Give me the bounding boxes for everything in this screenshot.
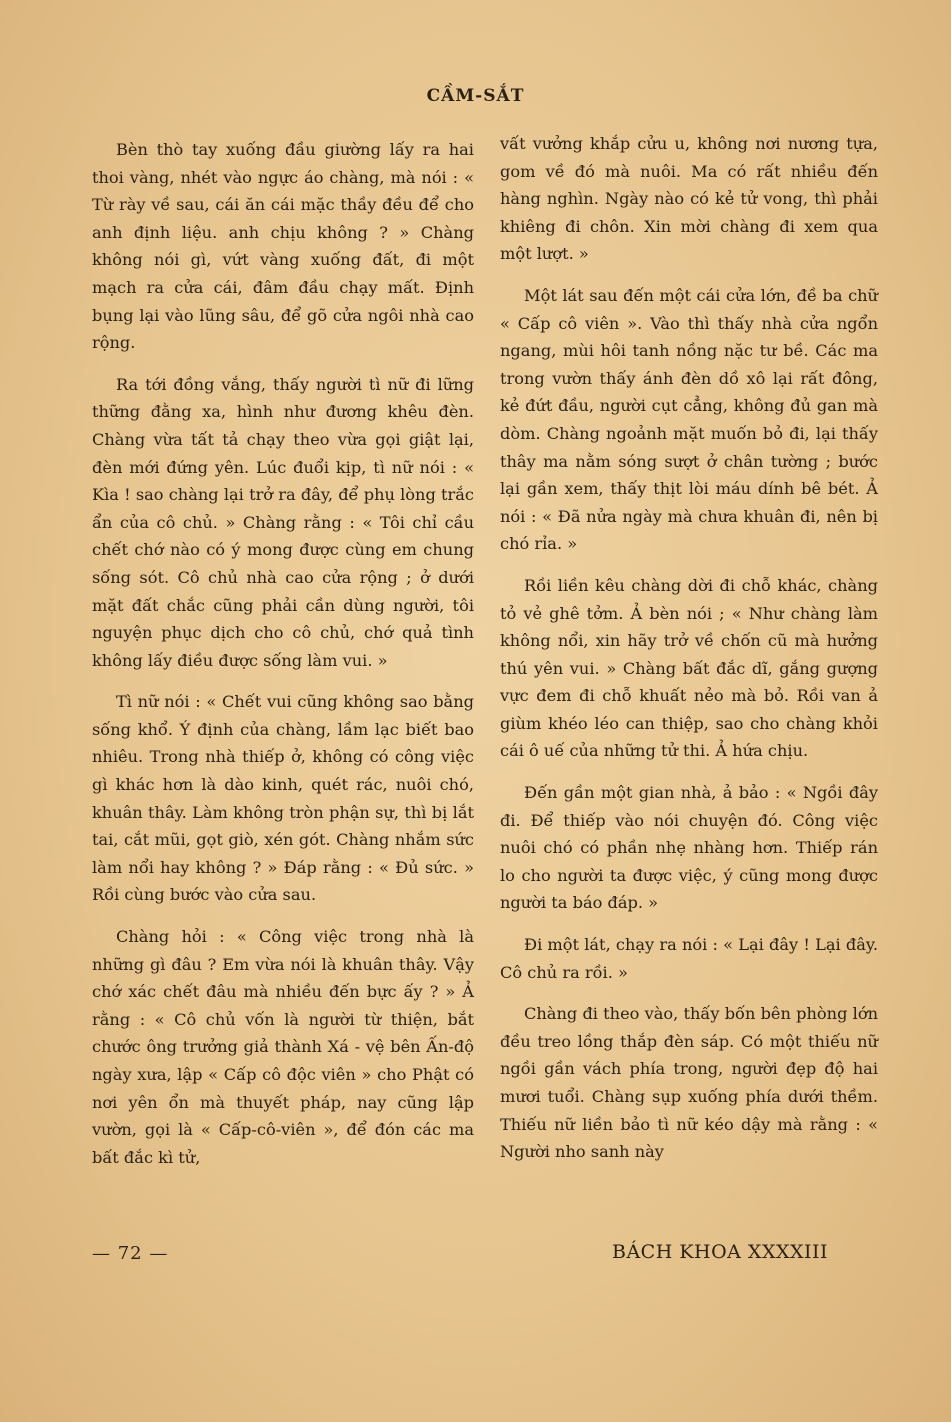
- paragraph: Tì nữ nói : « Chết vui cũng không sao bằng sống khổ. Ý định của chàng, lầm lạc biết bao nhiêu. Trong nhà thiếp ở, không có công việc gì khác hơn là dào kinh, quét rác, nuôi chó, khuân thây. Làm không tròn phận sự, thì bị lắt tai, cắt mũi, gọt giò, xén gót. Chàng nhắm sức làm nổi hay không ? » Đáp rằng : « Đủ sức. » Rồi cùng bước vào cửa sau.: [92, 692, 474, 905]
- paragraph: Chàng hỏi : « Công việc trong nhà là những gì đâu ? Em vừa nói là khuân thây. Vậy chớ xác chết đâu mà nhiều đến bực ấy ? » Ả rằng : « Cô chủ vốn là người từ thiện, bắt chước ông trưởng giả thành Xá - vệ bên Ấn-độ ngày xưa, lập « Cấp cô độc viên » cho Phật có nơi yên ổn mà thuyết pháp, nay cũng lập vườn, gọi là « Cấp-cô-viên », để đón các ma bất đắc kì tử,: [92, 927, 474, 1167]
- paragraph: Một lát sau đến một cái cửa lớn, đề ba chữ « Cấp cô viên ». Vào thì thấy nhà cửa ngổn ngang, mùi hôi tanh nồng nặc tư bề. Các ma trong vườn thấy ánh đèn dồ xô lại rất đông, kẻ đứt đầu, người cụt cẳng, không đủ gan mà dòm. Chàng ngoảnh mặt muốn bỏ đi, lại thấy thây ma nằm sóng sượt ở chân tường ; bước lại gần xem, thấy thịt lòi máu dính bê bét. Ả nói : « Đã nửa ngày mà chưa khuân đi, nên bị chó rỉa. »: [500, 285, 878, 554]
- right-column: [500, 130, 878, 1180]
- paragraph: Đến gần một gian nhà, ả bảo : « Ngồi đây đi. Để thiếp vào nói chuyện đó. Công việc nuôi chó có phần nhẹ nhàng hơn. Thiếp rán lo cho người ta được việc, ý cũng mong được người ta báo đáp. »: [500, 783, 878, 913]
- paragraph: Chàng đi theo vào, thấy bốn bên phòng lớn đều treo lồng thắp đèn sáp. Có một thiếu nữ ngồi gần vách phía trong, người đẹp độ hai mươi tuổi. Chàng sụp xuống phía dưới thềm. Thiếu nữ liền bảo tì nữ kéo dậy mà rằng : « Người nho sanh này: [500, 1004, 878, 1162]
- paragraph: Bèn thò tay xuống đầu giường lấy ra hai thoi vàng, nhét vào ngực áo chàng, mà nói : « Từ rày về sau, cái ăn cái mặc thầy đều để cho anh định liệu. anh chịu không ? » Chàng không nói gì, vứt vàng xuống đất, đi một mạch ra cửa cái, đâm đầu chạy mất. Định bụng lại vào lũng sâu, để gõ cửa ngôi nhà cao rộng.: [92, 140, 474, 353]
- left-column: [92, 136, 474, 1185]
- paragraph: Đi một lát, chạy ra nói : « Lại đây ! Lại đây. Cô chủ ra rồi. »: [500, 935, 878, 982]
- paragraph: vất vưởng khắp cửu u, không nơi nương tựa, gom về đó mà nuôi. Ma có rất nhiều đến hàng nghìn. Ngày nào có kẻ tử vong, thì phải khiêng đi chôn. Xin mời chàng đi xem qua một lượt. »: [500, 134, 878, 264]
- page-title: CẦM-SẮT: [426, 86, 525, 106]
- paragraph: Rồi liền kêu chàng dời đi chỗ khác, chàng tỏ vẻ ghê tởm. Ả bèn nói ; « Như chàng làm không nổi, xin hãy trở về chốn cũ mà hưởng thú yên vui. » Chàng bất đắc dĩ, gắng gượng vực đem đi chỗ khuất nẻo mà bỏ. Rồi van ả giùm khéo léo can thiệp, sao cho chàng khỏi cái ô uế của những tử thi. Ả hứa chịu.: [500, 575, 878, 761]
- paragraph: Ra tới đồng vắng, thấy người tì nữ đi lững thững đằng xa, hình như đương khêu đèn. Chàng vừa tất tả chạy theo vừa gọi giật lại, đèn mới đứng yên. Lúc đuổi kịp, tì nữ nói : « Kìa ! sao chàng lại trở ra đây, để phụ lòng trắc ẩn của cô chủ. » Chàng rằng : « Tôi chỉ cầu chết chớ nào có ý mong được cùng em chung sống sót. Cô chủ nhà cao cửa rộng ; ở dưới mặt đất chắc cũng phải cần dùng người, tôi nguyện phục dịch cho cô chủ, chớ quả tình không lấy điều được sống làm vui. »: [92, 374, 474, 670]
- page-number: — 72 —: [92, 1243, 169, 1264]
- publication-name: BÁCH KHOA XXXXIII: [612, 1241, 829, 1263]
